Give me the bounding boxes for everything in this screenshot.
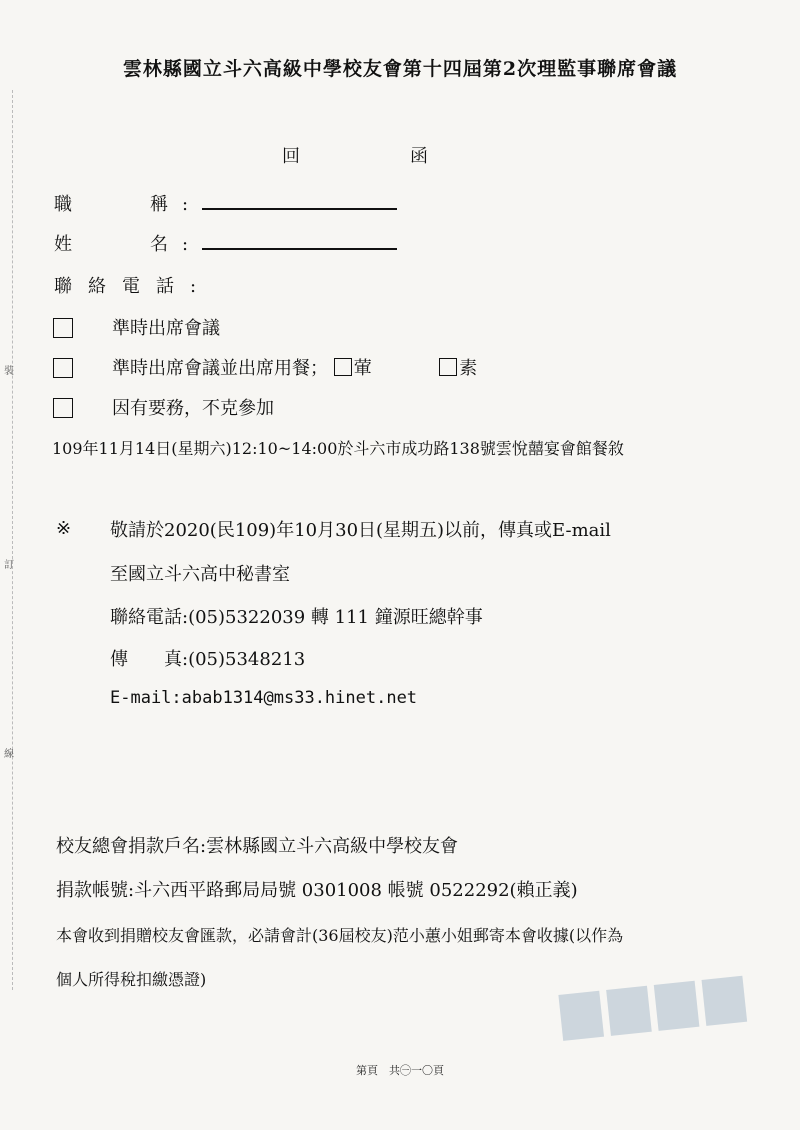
notice-mark: ※ bbox=[56, 518, 72, 539]
attend-meal-label: 準時出席會議並出席用餐； bbox=[112, 358, 328, 379]
attend-meal-checkbox[interactable] bbox=[53, 358, 73, 378]
donation-account-name: 校友總會捐款戶名:雲林縣國立斗六高級中學校友會 bbox=[56, 836, 459, 857]
job-title-label: 職 稱: bbox=[54, 194, 203, 215]
name-input[interactable] bbox=[202, 234, 397, 250]
binding-mark-2: 訂 bbox=[4, 560, 14, 571]
bleed-through-watermark: ▆▆▆▆ bbox=[557, 960, 755, 1041]
document-title: 雲林縣國立斗六高級中學校友會第十四屆第2次理監事聯席會議 bbox=[122, 58, 678, 80]
name-label: 姓 名: bbox=[54, 234, 203, 255]
attend-checkbox[interactable] bbox=[53, 318, 73, 338]
reply-heading-2: 函 bbox=[410, 146, 428, 167]
page-footer: 第頁 共㊀一〇頁 bbox=[356, 1064, 444, 1077]
donation-note-2: 個人所得稅扣繳憑證) bbox=[56, 970, 207, 989]
donation-account-number: 捐款帳號:斗六西平路郵局局號 0301008 帳號 0522292(賴正義) bbox=[56, 880, 578, 901]
veg-checkbox[interactable] bbox=[439, 358, 457, 376]
phone-field bbox=[54, 272, 212, 298]
contact-phone: 聯絡電話:(05)5322039 轉 111 鐘源旺總幹事 bbox=[110, 607, 483, 628]
phone-label: 聯絡電話: bbox=[54, 276, 213, 297]
binding-mark-3: 線 bbox=[4, 749, 14, 760]
meat-label: 葷 bbox=[353, 358, 372, 379]
name-field bbox=[54, 230, 397, 256]
donation-note-1: 本會收到捐贈校友會匯款，必請會計(36屆校友)范小蕙小姐郵寄本會收據(以作為 bbox=[56, 926, 624, 945]
attend-option-label: 準時出席會議 bbox=[112, 318, 220, 339]
binding-line bbox=[12, 90, 13, 990]
job-title-input[interactable] bbox=[202, 194, 397, 210]
reply-heading-1: 回 bbox=[282, 146, 300, 167]
event-info-line: 109年11月14日(星期六)12:10~14:00於斗六市成功路138號雲悅囍宴會館餐敘 bbox=[52, 439, 624, 458]
notice-line-2: 至國立斗六高中秘書室 bbox=[110, 564, 290, 585]
absent-checkbox[interactable] bbox=[53, 398, 73, 418]
attend-meal-option bbox=[112, 354, 477, 380]
notice-line-1: 敬請於2020(民109)年10月30日(星期五)以前，傳真或E-mail bbox=[110, 520, 611, 541]
meat-checkbox[interactable] bbox=[334, 358, 352, 376]
absent-option-label: 因有要務，不克參加 bbox=[112, 398, 274, 419]
binding-mark-1: 裝 bbox=[4, 366, 14, 377]
veg-label: 素 bbox=[459, 358, 478, 379]
fax-number: 傳 真:(05)5348213 bbox=[110, 649, 306, 670]
job-title-field bbox=[54, 190, 397, 216]
email-address: E-mail:abab1314@ms33.hinet.net bbox=[110, 688, 418, 708]
